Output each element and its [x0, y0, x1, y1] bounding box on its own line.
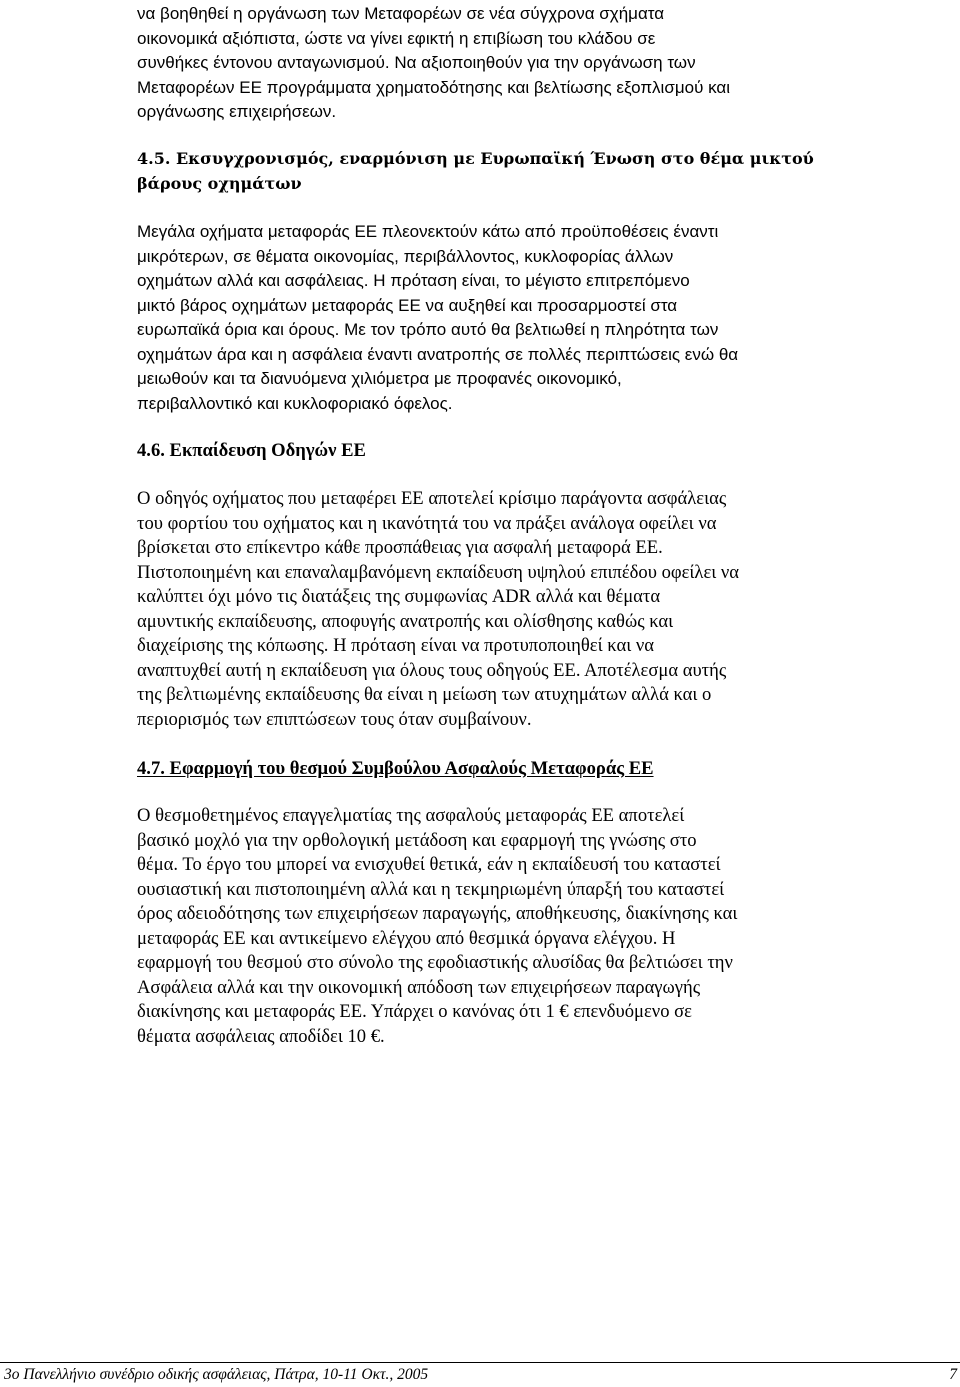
section-4-7-paragraph [137, 804, 837, 1049]
text-line: αμυντικής εκπαίδευσης, αποφυγής ανατροπής και ολίσθησης καθώς και [137, 610, 674, 632]
text-line: βρίσκεται στο επίκεντρο κάθε προσπάθειας για ασφαλή μεταφορά ΕΕ. [137, 537, 663, 558]
text-line: αναπτυχθεί αυτή η εκπαίδευση για όλους τους οδηγούς ΕΕ. Αποτέλεσμα αυτής [137, 659, 727, 681]
text-line: μειωθούν και τα διανυόμενα χιλιόμετρα με προφανές οικονομικό, [137, 369, 622, 388]
text-line: οργάνωσης επιχειρήσεων. [137, 102, 337, 121]
footer-conference-text: 3ο Πανελλήνιο συνέδριο οδικής ασφάλειας, Πάτρα, 10-11 Οκτ., 2005 [4, 1366, 429, 1383]
page-number: 7 [949, 1366, 957, 1383]
heading-line: 4.5. Εκσυγχρονισμός, εναρμόνιση με Ευρωπαϊκή Ένωση στο θέμα μικτού [137, 149, 814, 168]
text-line: διαχείρισης της κόπωσης. Η πρόταση είναι να προτυποποιηθεί και να [137, 635, 655, 656]
text-line: οχημάτων άρα και η ασφάλεια έναντι ανατροπής σε πολλές περιπτώσεις ενώ θα [137, 344, 739, 364]
text-line: της βελτιωμένης εκπαίδευσης θα είναι η μείωση των ατυχημάτων αλλά και ο [137, 684, 712, 705]
text-line: ευρωπαϊκά όρια και όρους. Με τον τρόπο αυτό θα βελτιωθεί η πληρότητα των [137, 320, 719, 339]
text-line: βασικό μοχλό για την ορθολογική μετάδοση και εφαρμογή της γνώσης στο [137, 829, 697, 851]
text-line: Ο θεσμοθετημένος επαγγελματίας της ασφαλούς μεταφοράς ΕΕ αποτελεί [137, 805, 685, 826]
text-line: θέματα ασφάλειας αποδίδει 10 €. [137, 1025, 385, 1047]
section-4-5-heading [137, 147, 837, 196]
section-4-6-heading: 4.6. Εκπαίδευση Οδηγών ΕΕ [137, 440, 366, 461]
text-line: μεταφοράς ΕΕ και αντικείμενο ελέγχου από θεσμικά όργανα ελέγχου. Η [137, 927, 676, 949]
text-line: Ασφάλεια αλλά και την οικονομική απόδοση των επιχειρήσεων παραγωγής [137, 976, 701, 998]
text-line: Μεταφορέων ΕΕ προγράμματα χρηματοδότησης και βελτίωσης εξοπλισμού και [137, 77, 730, 97]
heading-line: βάρους οχημάτων [137, 173, 302, 193]
section-4-6-paragraph [137, 487, 837, 732]
text-line: συνθήκες έντονου ανταγωνισμού. Να αξιοποιηθούν για την οργάνωση των [137, 53, 696, 72]
text-line: Ο οδηγός οχήματος που μεταφέρει ΕΕ αποτελεί κρίσιμο παράγοντα ασφάλειας [137, 488, 727, 509]
text-line: να βοηθηθεί η οργάνωση των Μεταφορέων σε νέα σύγχρονα σχήματα [137, 4, 665, 23]
text-line: θέμα. Το έργο του μπορεί να ενισχυθεί θετικά, εάν η εκπαίδευσή του καταστεί [137, 854, 721, 875]
text-line: καλύπτει όχι μόνο τις διατάξεις της συμφωνίας ADR αλλά και θέματα [137, 586, 661, 607]
text-line: μικτό βάρος οχημάτων μεταφοράς ΕΕ να αυξηθεί και προσαρμοστεί στα [137, 295, 678, 315]
text-line: Πιστοποιημένη και επαναλαμβανόμενη εκπαίδευση υψηλού επιπέδου οφείλει να [137, 561, 740, 583]
text-line: οχημάτων αλλά και ασφάλειας. Η πρόταση είναι, το μέγιστο επιτρεπόμενο [137, 271, 690, 290]
text-line: περιορισμός των επιπτώσεων τους όταν συμβαίνουν. [137, 708, 532, 730]
text-line: οικονομικά αξιόπιστα, ώστε να γίνει εφικτή η επιβίωση του κλάδου σε [137, 28, 656, 48]
section-4-7-heading: 4.7. Εφαρμογή του θεσμού Συμβούλου Ασφαλούς Μεταφοράς ΕΕ [137, 758, 654, 779]
text-line: περιβαλλοντικό και κυκλοφοριακό όφελος. [137, 393, 453, 413]
text-line: όρος αδειοδότησης των επιχειρήσεων παραγωγής, αποθήκευσης, διακίνησης και [137, 903, 738, 924]
text-line: διακίνησης και μεταφοράς ΕΕ. Υπάρχει ο κανόνας ότι 1 € επενδυόμενο σε [137, 1001, 692, 1022]
text-line: ουσιαστική και πιστοποιημένη αλλά και η τεκμηριωμένη ύπαρξή του καταστεί [137, 878, 725, 900]
text-line: μικρότερων, σε θέματα οικονομίας, περιβάλλοντος, κυκλοφορίας άλλων [137, 246, 674, 266]
intro-paragraph [137, 2, 837, 125]
text-line: εφαρμογή του θεσμού στο σύνολο της εφοδιαστικής αλυσίδας θα βελτιώσει την [137, 952, 733, 973]
text-line: του φορτίου του οχήματος και η ικανότητά του να πράξει ανάλογα οφείλει να [137, 512, 717, 534]
section-4-5-paragraph [137, 220, 837, 416]
text-line: Μεγάλα οχήματα μεταφοράς ΕΕ πλεονεκτούν κάτω από προϋποθέσεις έναντι [137, 222, 719, 241]
footer-divider [0, 1362, 960, 1363]
